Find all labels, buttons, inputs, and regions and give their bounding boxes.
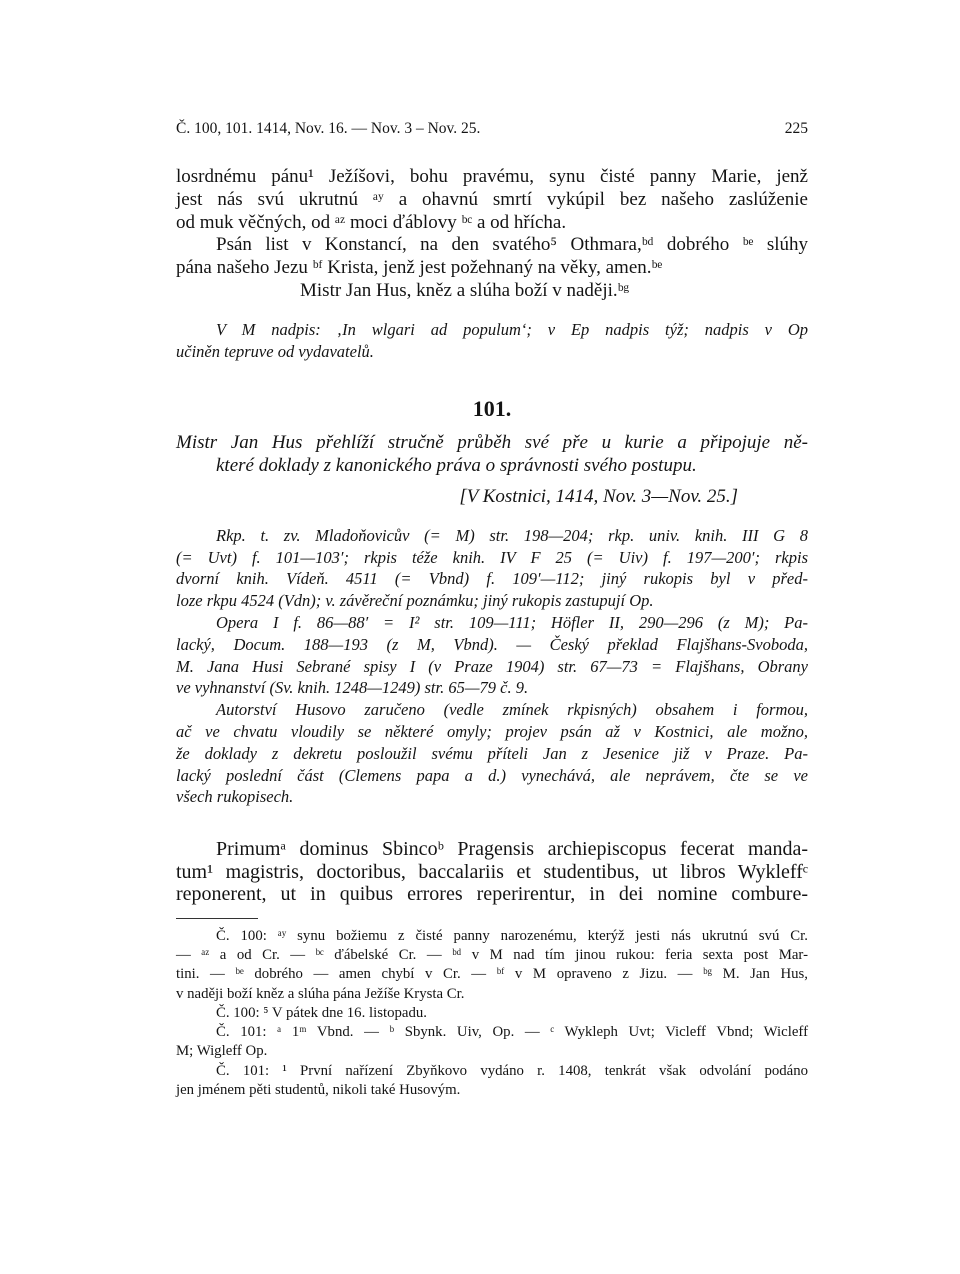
latin-line: Primumᵃ dominus Sbincoᵇ Pragensis archiepiscopus fecerat manda-	[216, 838, 808, 861]
letter-100-ending	[176, 166, 808, 303]
dateline: [V Kostnici, 1414, Nov. 3—Nov. 25.]	[459, 485, 738, 507]
footnote-divider	[176, 918, 258, 919]
apparatus-line: Autorství Husovo zaručeno (vedle zmínek rkpisných) obsahem i formou,	[216, 700, 808, 720]
footnote-line: — ᵃᶻ a od Cr. — ᵇᶜ ďábelské Cr. — ᵇᵈ v M nad tím jinou rukou: feria sexta post Mar-	[176, 946, 808, 963]
page	[176, 120, 808, 1100]
apparatus	[176, 525, 808, 808]
footnote-line: v naději boží kněz a slúha pána Ježíše Krysta Cr.	[176, 985, 465, 1002]
text-line: losrdnému pánu¹ Ježíšovi, bohu pravému, synu čisté panny Marie, jenž	[176, 166, 808, 187]
apparatus-line: lacký poslední část (Clemens papa a d.) vynechává, ale neprávem, čte se ve	[176, 765, 808, 785]
footnote-line: Č. 101: ¹ První nařízení Zbyňkovo vydáno r. 1408, tenkrát však odvolání podáno	[216, 1062, 808, 1079]
apparatus-line: ve vyhnanství (Sv. knih. 1248—1249) str. 65—79 č. 9.	[176, 678, 529, 698]
apparatus-line: lacký, Docum. 188—193 (z M, Vbnd). — Český překlad Flajšhans-Svoboda,	[176, 634, 808, 654]
apparatus-line: Opera I f. 86—88′ = I² str. 109—111; Höfler II, 290—296 (z M); Pa-	[216, 612, 808, 632]
text-line: pána našeho Jezu ᵇᶠ Krista, jenž jest požehnaný na věky, amen.ᵇᵉ	[176, 257, 663, 279]
footnote-line: tini. — ᵇᵉ dobrého — amen chybí v Cr. — ᵇᶠ v M opraveno z Jizu. — ᵇᵍ M. Jan Hus,	[176, 966, 808, 983]
apparatus-line: loze rkpu 4524 (Vdn); v. závěreční poznámku; jiný rukopis zastupují Op.	[176, 591, 654, 611]
latin-line: reponerent, ut in quibus errores reperirentur, in dei nomine combure-	[176, 883, 808, 906]
apparatus-line: M. Jana Husi Sebrané spisy I (v Praze 1904) str. 67—73 = Flajšhans, Obrany	[176, 656, 808, 676]
apparatus-line: ač ve chvatu vloudily se některé omyly; projev psán až v Kostnici, ale možno,	[176, 721, 808, 741]
footnote-line: jen jménem pěti studentů, nikoli také Husovým.	[176, 1082, 461, 1098]
signature: Mistr Jan Hus, kněz a slúha boží v naději.ᵇᵍ	[300, 279, 630, 301]
title-line: Mistr Jan Hus přehlíží stručně průběh své pře u kurie a připojuje ně-	[176, 432, 808, 454]
note-100	[176, 319, 808, 363]
apparatus-line: (= Uvt) f. 101—103′; rkpis téže knih. IV F 25 (= Uiv) f. 197—200′; rkpis	[176, 547, 808, 567]
text-line: od muk věčných, od ᵃᶻ moci ďáblovy ᵇᶜ a od hřícha.	[176, 211, 567, 233]
running-header	[176, 120, 808, 144]
footnote-line: Č. 101: ᵃ 1ᵐ Vbnd. — ᵇ Sbynk. Uiv, Op. — ᶜ Wykleph Uvt; Vicleff Vbnd; Wicleff	[216, 1024, 808, 1041]
page-number: 225	[784, 120, 808, 137]
apparatus-line: Rkp. t. zv. Mladoňovicův (= M) str. 198—204; rkp. univ. knih. III G 8	[216, 525, 808, 545]
apparatus-line: že doklady z dekretu posloužil svému příteli Jan z Jesenice již v Praze. Pa-	[176, 743, 808, 763]
latin-text	[176, 838, 808, 906]
apparatus-line: dvorní knih. Vídeň. 4511 (= Vbnd) f. 109′—112; jiný rukopis byl v před-	[176, 569, 808, 589]
footnote-line: M; Wigleff Op.	[176, 1043, 268, 1060]
footnote-line: Č. 100: ᵃʸ synu božiemu z čisté panny narozenému, kterýž jesti nás ukrutnú svú Cr.	[216, 927, 808, 944]
text-line: Psán list v Konstancí, na den svatého⁵ Othmara,ᵇᵈ dobrého ᵇᵉ slúhy	[216, 234, 808, 256]
header-reference: Č. 100, 101. 1414, Nov. 16. — Nov. 3 – Nov. 25.	[176, 120, 481, 137]
text-line: jest nás svú ukrutnú ᵃʸ a ohavnú smrtí vykúpil bez našeho zaslúženie	[176, 188, 808, 210]
title-line: které doklady z kanonického práva o správnosti svého postupu.	[216, 455, 697, 477]
footnote-line: Č. 100: ⁵ V pátek dne 16. listopadu.	[216, 1004, 427, 1021]
letter-101-title	[176, 432, 808, 508]
apparatus-line: všech rukopisech.	[176, 787, 294, 807]
footnotes	[176, 927, 808, 1101]
latin-line: tum¹ magistris, doctoribus, baccalariis et studentibus, ut libros Wykleffᶜ	[176, 860, 808, 883]
note-line: V M nadpis: ‚In wlgari ad populum‘; v Ep nadpis týž; nadpis v Op	[216, 319, 808, 339]
note-line: učiněn tepruve od vydavatelů.	[176, 341, 374, 361]
letter-number: 101.	[472, 396, 512, 422]
